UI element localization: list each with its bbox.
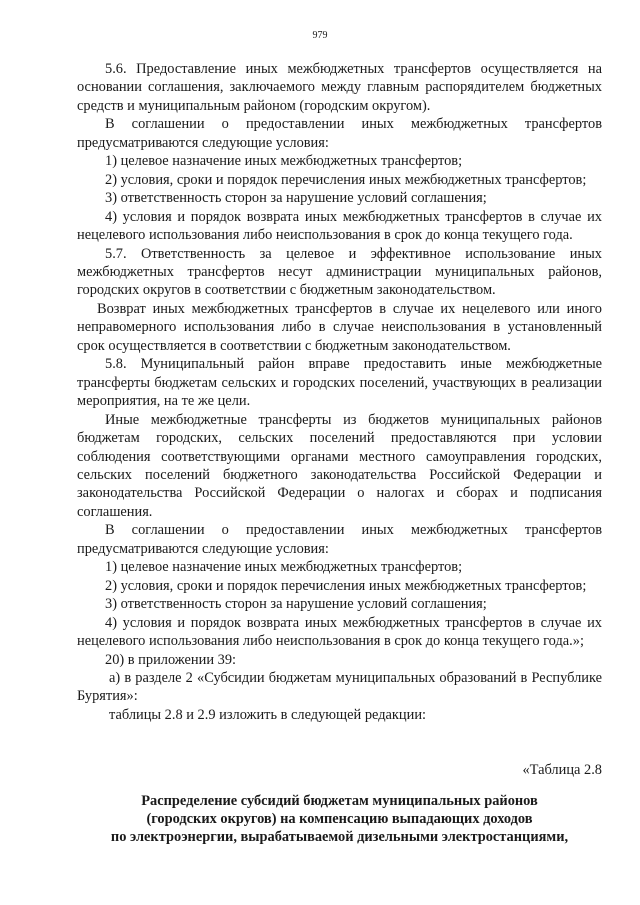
list-item-4b: 4) условия и порядок возврата иных межбюджетных трансфертов в случае их нецелевого использования либо неиспользования в срок до конца текущего года.»; (77, 614, 602, 650)
table-caption: «Таблица 2.8 (522, 762, 602, 778)
paragraph-agreement-conditions-2: В соглашении о предоставлении иных межбюджетных трансфертов предусматриваются следующие условия: (77, 522, 602, 557)
paragraph-5-7: 5.7. Ответственность за целевое и эффективное использование иных межбюджетных трансфертов несут администрации муниципальных районов, городских округов в соответствии с бюджетным законодательством. (77, 245, 602, 299)
list-item-4: 4) условия и порядок возврата иных межбюджетных трансфертов в случае их нецелевого использования либо неиспользования в срок до конца текущего года. (77, 208, 602, 244)
paragraph-20-a: а) в разделе 2 «Субсидии бюджетам муниципальных образований в Республике Бурятия»: (77, 669, 602, 705)
table-title-line: Распределение субсидий бюджетам муниципальных районов (141, 793, 538, 809)
list-item-2: 2) условия, сроки и порядок перечисления иных межбюджетных трансфертов; (105, 171, 587, 188)
list-item-1b: 1) целевое назначение иных межбюджетных трансфертов; (105, 559, 463, 576)
paragraph-20: 20) в приложении 39: (105, 651, 237, 668)
table-title-line: по электроэнергии, вырабатываемой дизельными электростанциями, (110, 829, 569, 845)
table-title-line: (городских округов) на компенсацию выпадающих доходов (146, 811, 533, 827)
list-item-3b: 3) ответственность сторон за нарушение условий соглашения; (105, 596, 487, 613)
list-item-3: 3) ответственность сторон за нарушение условий соглашения; (105, 190, 487, 207)
paragraph-tables: таблицы 2.8 и 2.9 изложить в следующей редакции: (109, 706, 427, 723)
document-body (77, 60, 602, 724)
paragraph-5-6: 5.6. Предоставление иных межбюджетных трансфертов осуществляется на основании соглашения, заключаемого между главным распорядителем бюджетных средств и муниципальным районом (городским округом). (77, 61, 602, 114)
table-title (77, 792, 602, 846)
paragraph-agreement-conditions: В соглашении о предоставлении иных межбюджетных трансфертов предусматриваются следующие условия: (77, 116, 602, 151)
page-number: 979 (312, 30, 328, 41)
paragraph-return: Возврат иных межбюджетных трансфертов в случае их нецелевого или иного неправомерного использования либо в случае неиспользования в установленный срок осуществляется в соответствии с бюджетным законодательством. (77, 300, 602, 354)
list-item-1: 1) целевое назначение иных межбюджетных трансфертов; (105, 153, 463, 170)
list-item-2b: 2) условия, сроки и порядок перечисления иных межбюджетных трансфертов; (105, 577, 587, 594)
paragraph-5-8: 5.8. Муниципальный район вправе предоставить иные межбюджетные трансферты бюджетам сельских и городских поселений, участвующих в реализации мероприятия, на те же цели. (77, 356, 602, 410)
paragraph-transfers-settlements: Иные межбюджетные трансферты из бюджетов муниципальных районов бюджетам городских, сельских поселений предоставляются при условии соблюдения соответствующими органами местного самоуправления городских, сельских поселений бюджетного законодательства Российской Федерации и законодательства Российской Федерации о налогах и сборах и подписания соглашения. (77, 411, 602, 520)
